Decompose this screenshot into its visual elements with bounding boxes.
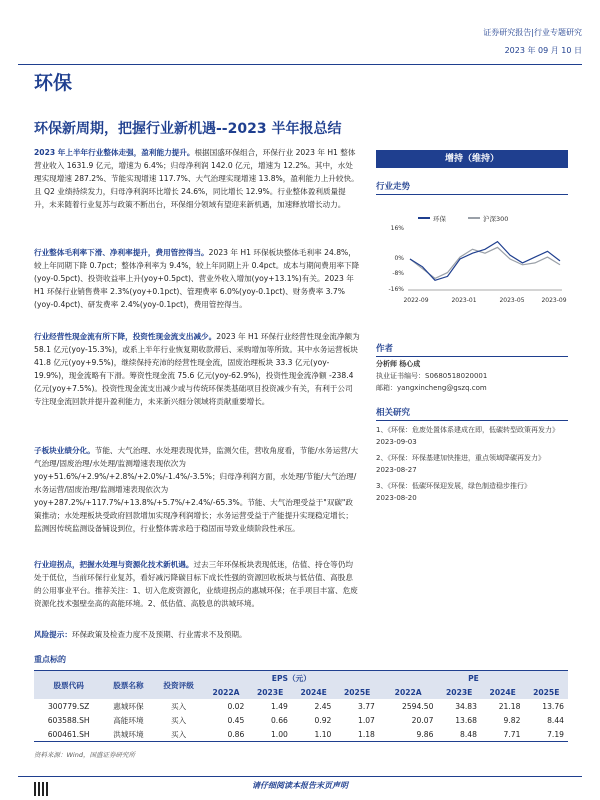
source-note: 资料来源：Wind，国盛证券研究所 [34, 751, 135, 759]
pe-value: 34.83 [455, 701, 477, 711]
related-date: 2023-09-03 [376, 438, 417, 446]
header-year: 2025E [524, 685, 568, 699]
stock-rating: 买入 [171, 701, 187, 711]
related-item[interactable] [376, 452, 568, 476]
y-tick-label: 0% [394, 255, 404, 262]
cert-label: 执业证书编号： [376, 372, 425, 380]
table-row [34, 699, 568, 713]
paragraph-body: 环保政策及检查力度不及预期、行业需求不及预期。 [71, 630, 247, 639]
summary-paragraph [34, 146, 360, 211]
pe-value: 8.44 [547, 715, 564, 725]
header-year: 2025E [335, 685, 379, 699]
trend-chart [376, 210, 568, 318]
legend-label-series1: 环保 [433, 215, 446, 223]
pe-value: 7.19 [524, 727, 568, 742]
header-divider [18, 64, 582, 65]
analyst-label: 分析师 [376, 360, 397, 368]
y-tick-label: 16% [390, 225, 404, 232]
trend-chart-svg [376, 210, 568, 318]
email-label: 邮箱： [376, 384, 397, 392]
paragraph-body: 2023 年 H1 环保行业经营性现金流净额为 58.1 亿元(yoy-15.3%)，或系上半年行业恢复期收款滞后、采购增加等所致。其中水务运营板块 41.8 亿元(yoy+9.5%)，继续保持充沛的经营性现金流，固废治理板块 33.3 亿元(yoy-19.9%)，现金流略有下滑。筹资性现金流 75.6 亿元(yoy-62.9%)，投资性现金流净额 -238.4 亿元(yoy+7.5%)。投资性现金流支出减少或与传统环保类基础项目投资减少有关，有利于公司专注现金流回款并提升盈利能力，未来新兴细分领域将贡献重要增长。 [34, 332, 360, 406]
paragraph-lead: 2023 年上半年行业整体走强，盈利能力提升。 [34, 148, 195, 157]
pe-value: 2594.50 [402, 701, 434, 711]
header-year: 2023E [248, 685, 292, 699]
x-tick-label: 2023-09 [541, 297, 567, 304]
eps-value: 0.92 [314, 715, 332, 725]
authors-section-title: 作者 [376, 342, 568, 357]
stock-rating: 买入 [154, 727, 204, 742]
eps-value: 1.00 [248, 727, 292, 742]
email-address[interactable]: yangxincheng@gszq.com [397, 384, 487, 392]
pe-value: 21.18 [498, 701, 521, 711]
eps-value: 3.77 [357, 701, 375, 711]
series-line-1 [410, 242, 560, 281]
footer-divider [18, 776, 582, 777]
rating-badge: 增持（维持） [376, 150, 568, 168]
header-year: 2024E [292, 685, 336, 699]
header-year: 2022A [204, 685, 249, 699]
stock-code: 300779.SZ [47, 701, 90, 711]
paragraph-body: 过去三年环保板块表现低迷，估值、持仓等仍均处于低位，当前环保行业复苏，看好减污降碳目标下成长性强的资源回收板块与低估值、高股息的公用事业平台。推荐关注：1、切入危废资源化，业绩迎拐点的惠城环保；在手项目丰富、危废资源化技术强壁垒高的高能环境。2、低估值、高股息的洪城环境。 [34, 560, 358, 608]
eps-value: 1.10 [292, 727, 336, 742]
related-item[interactable] [376, 480, 568, 504]
stock-name: 惠城环保 [113, 701, 144, 711]
stock-code: 603588.SH [47, 715, 90, 725]
summary-paragraph [34, 330, 360, 408]
header-year: 2023E [437, 685, 481, 699]
summary-paragraph [34, 246, 360, 311]
pe-value: 20.07 [411, 715, 434, 725]
table-row [34, 713, 568, 727]
pe-value: 7.71 [481, 727, 525, 742]
eps-value: 0.45 [227, 715, 245, 725]
stock-name: 洪城环境 [103, 727, 153, 742]
header-rating: 投资评级 [154, 671, 204, 700]
x-tick-label: 2023-01 [451, 297, 477, 304]
report-category: 证券研究报告|行业专题研究 [483, 28, 582, 37]
paragraph-body: 2023 年 H1 环保板块整体毛利率 24.8%，较上年同期下降 0.7pct；整体净利率为 9.4%，较上年同期上升 0.4pct。成本与期间费用率下降(yoy-0.5pct)、投资收益率上升(yoy+0.5pct)、营业外收入增加(yoy+13.1%)有关。2023 年 H1 环保行业销售费率 2.3%(yoy+0.1pct)、管理费率 6.0%(yoy-0.1pct)、财务费率 3.7%(yoy-0.4pct)、研发费率 2.4%(yoy-0.1pct)，费用管控得当。 [34, 248, 360, 309]
industry-logo: 环保 [34, 72, 73, 94]
header-pe: PE [379, 671, 568, 686]
disclaimer-footer: 请仔细阅读本报告末页声明 [252, 781, 348, 790]
legend-label-series2: 沪深300 [483, 215, 509, 223]
y-tick-label: -8% [392, 270, 404, 277]
key-stocks-table [34, 670, 568, 742]
risk-paragraph [34, 628, 360, 641]
summary-paragraph [34, 558, 360, 610]
pe-value: 13.76 [542, 701, 564, 711]
related-list [376, 424, 568, 504]
pe-value: 13.68 [455, 715, 477, 725]
cert-number: S0680518020001 [425, 372, 488, 380]
paragraph-lead: 行业迎拐点，把握水处理与资源化技术新机遇。 [34, 560, 194, 569]
header-stock-name: 股票名称 [103, 671, 153, 700]
related-date: 2023-08-27 [376, 466, 417, 474]
stock-name: 高能环境 [113, 715, 144, 725]
related-item[interactable] [376, 424, 568, 448]
eps-value: 1.18 [335, 727, 379, 742]
pe-value: 9.86 [379, 727, 438, 742]
related-title: 3、《环保：低碳环保迎发展，绿色制造稳步推行》 [376, 482, 531, 490]
pe-value: 9.82 [503, 715, 521, 725]
stock-rating: 买入 [171, 715, 187, 725]
paragraph-body: 节能、大气治理、水处理表现优异，监测欠佳，营收角度看，节能/水务运营/大气治理/固废治理/水处理/监测增速表现依次为 yoy+51.6%/+2.9%/+2.8%/+2.0%/-1.4%/-3.5%；归母净利润方面，水处理/节能/大气治理/水务运营/固废治理/监测增速表现依次为 yoy+287.2%/+117.7%/+13.8%/+5.7%/+2.4%/-65.3%。节能、大气治理受益于"双碳"政策推动；水处理板块受政府回款增加实现净利润增长；水务运营受益于产能提升实现稳定增长；监测因传统监测设备铺设到位，行业整体需求趋于稳固而导致业绩阶段性承压。 [34, 446, 359, 533]
related-date: 2023-08-20 [376, 494, 417, 502]
eps-value: 2.45 [314, 701, 332, 711]
analyst-name: 杨心成 [399, 360, 421, 368]
paragraph-lead: 行业经营性现金流有所下降，投资性现金流支出减少。 [34, 332, 217, 341]
report-title: 环保新周期，把握行业新机遇--2023 半年报总结 [34, 121, 342, 137]
header-stock-code: 股票代码 [34, 671, 103, 700]
x-tick-label: 2023-05 [499, 297, 525, 304]
header-eps: EPS（元） [204, 671, 379, 686]
eps-value: 0.86 [204, 727, 249, 742]
related-title: 2、《环保：环保基建加快推进，重点领域降碳再发力》 [376, 454, 545, 462]
y-tick-label: -16% [388, 286, 404, 293]
author-block [376, 358, 568, 394]
header-year: 2022A [379, 685, 438, 699]
report-header [483, 24, 582, 60]
paragraph-lead: 行业整体毛利率下滑、净利率提升，费用管控得当。 [34, 248, 209, 257]
table-title: 重点标的 [34, 655, 66, 664]
eps-value: 1.49 [270, 701, 288, 711]
paragraph-lead: 风险提示： [34, 630, 72, 639]
paragraph-lead: 子板块业绩分化。 [34, 446, 95, 455]
series-line-2 [410, 247, 560, 278]
eps-value: 0.02 [227, 701, 245, 711]
related-title: 1、《环保：危废处置体系建成在即，低碳转型政策再发力》 [376, 426, 559, 434]
paragraph-body: 根据国盛环保组合，环保行业 2023 年 H1 整体营业收入 1631.9 亿元，增速为 6.4%；归母净利润 142.0 亿元，增速为 12.2%。其中，水处理实现增速 287.2%、节能实现增速 117.7%、大气治理实现增速 13.8%，盈利能力上升较快。且 Q2 业绩持续发力，归母净利润环比增长 24.6%，同比增长 12.9%。行业整体盈利质量提升，未来随着行业复苏与政策不断出台，环保细分领域有望迎来新机遇，加速释放增长动力。 [34, 148, 359, 209]
trend-section-title: 行业走势 [376, 180, 568, 195]
header-year: 2024E [481, 685, 525, 699]
eps-value: 1.07 [357, 715, 375, 725]
related-section-title: 相关研究 [376, 406, 568, 421]
table-row [34, 727, 568, 742]
stock-code: 600461.SH [34, 727, 103, 742]
summary-paragraph [34, 444, 360, 535]
report-date: 2023 年 09 月 10 日 [504, 46, 582, 55]
x-tick-label: 2022-09 [403, 297, 429, 304]
pe-value: 8.48 [437, 727, 481, 742]
eps-value: 0.66 [270, 715, 288, 725]
